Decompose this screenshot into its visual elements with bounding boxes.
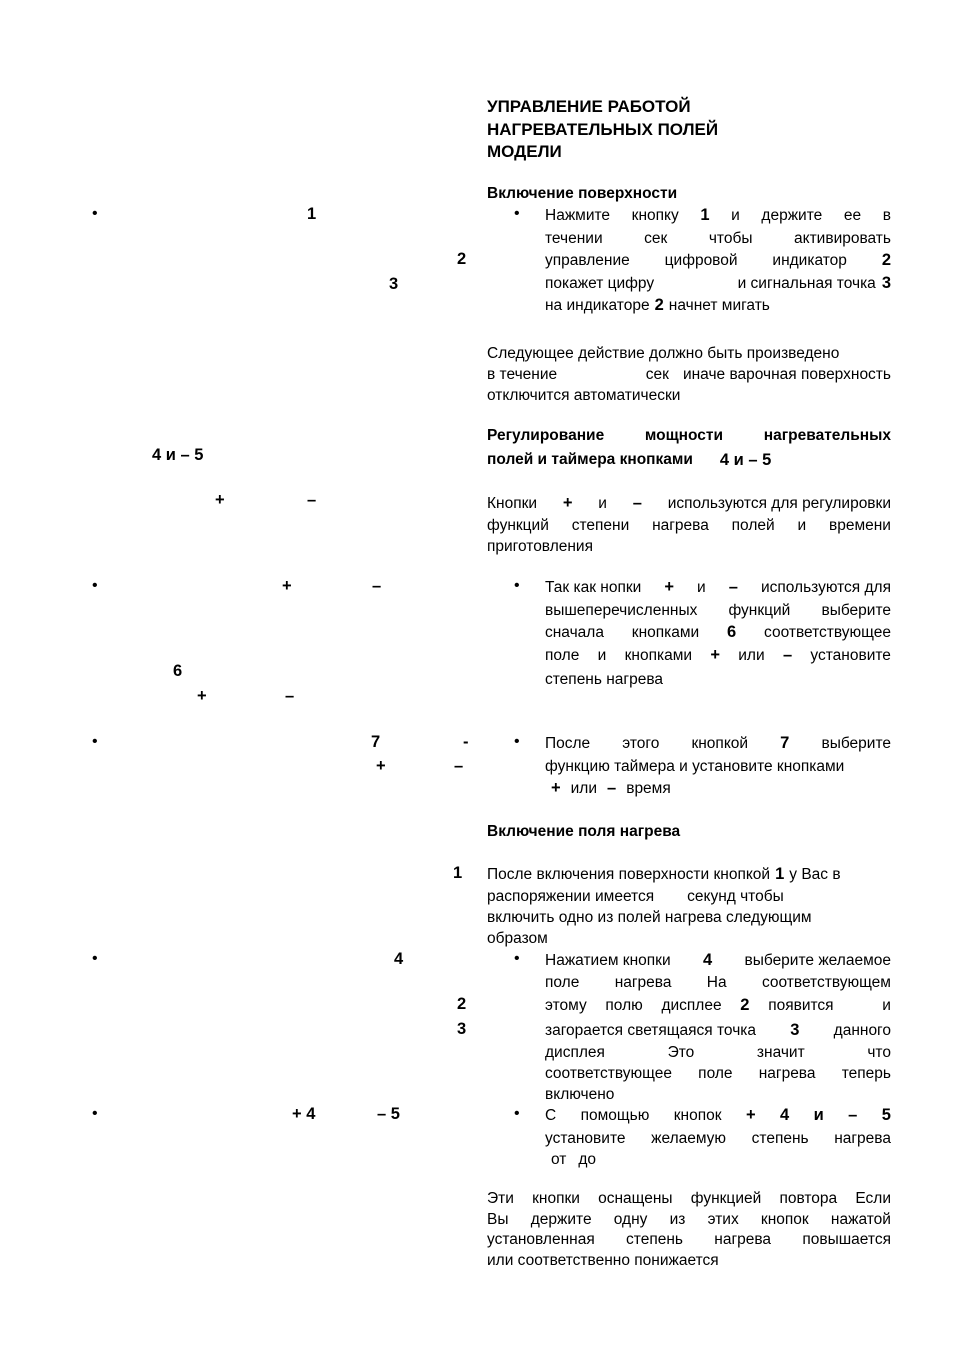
key-symbol: – <box>632 494 642 512</box>
text-line <box>487 1230 891 1251</box>
word: После включения поверхности кнопкой <box>487 866 771 883</box>
bullet-marker: • <box>514 950 520 967</box>
word: установленная <box>487 1231 595 1248</box>
list-item <box>545 577 891 690</box>
word: нагрева <box>652 517 709 534</box>
text-line <box>545 995 891 1020</box>
key-number: – 5 <box>377 1105 400 1123</box>
key-symbol: – <box>285 687 295 705</box>
bullet-marker: • <box>92 950 98 967</box>
word: или <box>738 646 765 664</box>
word: кнопкой <box>691 735 749 752</box>
word: иначе варочная поверхность <box>682 366 891 383</box>
word: этих <box>707 1210 739 1228</box>
word: установите <box>810 646 891 664</box>
word: полей <box>731 517 775 534</box>
key-symbol: – <box>728 578 738 596</box>
text-line <box>487 448 891 472</box>
text-line <box>487 515 891 536</box>
word: Это <box>667 1043 695 1061</box>
word: кнопку <box>631 207 679 224</box>
word: степени <box>571 517 630 534</box>
key-number: 4 и – 5 <box>719 451 772 469</box>
word: и сигнальная точка <box>737 274 876 292</box>
word: сначала <box>545 624 604 641</box>
word: и <box>598 495 607 512</box>
word: и <box>597 646 607 664</box>
word: повышается <box>802 1231 891 1248</box>
word: и <box>882 997 891 1014</box>
word: соответствующее <box>545 1064 672 1082</box>
word: выберите <box>821 735 891 752</box>
word: этому <box>545 997 587 1014</box>
word: желаемую <box>651 1129 727 1147</box>
word: на индикаторе <box>545 297 650 314</box>
word: После <box>545 735 591 752</box>
word: течении <box>545 229 603 247</box>
word: оснащены <box>598 1190 673 1207</box>
paragraph <box>487 343 891 406</box>
word: дисплея <box>545 1043 605 1061</box>
key-symbol: + <box>710 645 720 664</box>
word: Кнопки <box>487 495 538 512</box>
word: и <box>697 579 706 596</box>
word: функций <box>487 517 549 534</box>
key-number: 1 <box>453 864 463 882</box>
key-number: 2 <box>654 296 664 314</box>
text-line <box>545 295 891 318</box>
word: нагрева <box>758 1064 816 1082</box>
text-line <box>545 1105 891 1128</box>
paragraph <box>487 1189 891 1271</box>
word: Нажатием кнопки <box>545 952 671 969</box>
key-symbol: + <box>562 494 573 512</box>
text-line <box>487 364 891 385</box>
word: нагрева <box>714 1231 772 1248</box>
text-line <box>545 577 891 600</box>
word: в течение <box>487 366 558 383</box>
text-line <box>545 733 891 756</box>
text-line: приготовления <box>487 538 593 555</box>
bullet-marker: • <box>92 1105 98 1122</box>
word: сек <box>645 366 669 383</box>
word: цифровой <box>664 252 738 269</box>
key-number: 7 <box>780 734 790 752</box>
title-line: МОДЕЛИ <box>487 142 562 161</box>
word: поле <box>545 973 580 991</box>
text-line <box>545 1128 891 1149</box>
key-symbol: + <box>282 577 292 595</box>
key-number: 1 <box>307 205 317 223</box>
key-number: 3 <box>457 1020 467 1038</box>
word: степень <box>626 1231 683 1248</box>
text-line <box>487 864 891 886</box>
word: и <box>731 207 740 224</box>
key-number: 4 <box>394 950 404 968</box>
word: чтобы <box>708 229 753 247</box>
word: от <box>551 1150 567 1168</box>
word: и <box>797 517 807 534</box>
section-heading <box>487 424 891 472</box>
key-number: 2 <box>457 995 467 1013</box>
bullet-marker: • <box>514 577 520 594</box>
text-line <box>545 250 891 273</box>
key-number: 2 <box>881 251 891 269</box>
word: используются для регулировки <box>667 495 891 512</box>
text-line <box>545 205 891 228</box>
text-line <box>545 1149 891 1172</box>
word: кнопки <box>532 1190 580 1207</box>
text-line <box>545 1042 891 1063</box>
word: установите <box>545 1129 626 1147</box>
key-number: 3 <box>389 275 399 293</box>
key-symbol: + <box>376 757 386 775</box>
text-line: отключится автоматически <box>487 387 681 404</box>
key-number: + 4 <box>292 1105 316 1123</box>
key-symbol: + <box>745 1106 756 1124</box>
text-line <box>487 424 891 448</box>
text-line: вышеперечисленных функций выберите <box>545 601 891 619</box>
word: выберите желаемое <box>744 952 891 969</box>
word: в <box>882 207 891 224</box>
title-line: УПРАВЛЕНИЕ РАБОТОЙ <box>487 97 691 116</box>
text-line <box>545 950 891 972</box>
word: Вы <box>487 1210 509 1228</box>
text-line <box>487 1189 891 1210</box>
word: теперь <box>841 1064 891 1082</box>
key-symbol: + <box>664 578 674 596</box>
word: распоряжении имеется <box>487 888 655 905</box>
key-symbol: – <box>307 491 317 509</box>
word: Регулирование <box>487 427 605 444</box>
word: степень <box>751 1129 809 1147</box>
word: соответствующее <box>764 624 891 641</box>
key-number: 7 <box>371 733 381 751</box>
paragraph <box>487 493 891 557</box>
bullet-marker: • <box>92 205 98 222</box>
word: Эти <box>487 1190 514 1207</box>
word: поле <box>545 646 580 664</box>
word: полю <box>605 997 643 1014</box>
word: используются для <box>760 579 891 596</box>
word: или <box>570 780 598 797</box>
key-number: 1 <box>775 865 785 883</box>
word: кнопками <box>624 646 693 664</box>
text-line <box>545 622 891 645</box>
list-item <box>545 950 891 1105</box>
word: С <box>545 1107 557 1124</box>
word: Нажмите <box>545 207 611 224</box>
word: держите <box>530 1210 592 1228</box>
key-number: 2 <box>457 250 467 268</box>
text-line <box>487 493 891 515</box>
word: На <box>706 973 727 991</box>
word: ее <box>843 207 862 224</box>
page-title <box>487 96 891 164</box>
key-number: 6 <box>173 662 183 680</box>
text-line: включить одно из полей нагрева следующим <box>487 909 812 926</box>
word: и <box>813 1106 824 1124</box>
bullet-marker: • <box>514 733 520 750</box>
key-number: 6 <box>727 623 737 641</box>
word: появится <box>768 997 834 1014</box>
title-line: НАГРЕВАТЕЛЬНЫХ ПОЛЕЙ <box>487 119 719 139</box>
key-number: 4 <box>779 1106 790 1124</box>
word: мощности <box>644 427 724 444</box>
key-symbol: – <box>372 577 382 595</box>
key-symbol: + <box>551 779 561 797</box>
word: нагрева <box>834 1129 891 1147</box>
text-line: или соответственно понижается <box>487 1251 719 1269</box>
word: данного <box>833 1022 891 1039</box>
bullet-marker: • <box>92 577 98 594</box>
text-line <box>545 228 891 251</box>
key-number: 3 <box>881 273 891 292</box>
word: кнопок <box>673 1107 722 1124</box>
key-number: 4 <box>702 951 713 969</box>
word: времени <box>828 517 891 534</box>
list-item <box>545 733 891 801</box>
word: повтора <box>779 1190 838 1207</box>
text-line <box>487 1210 891 1231</box>
word: сек <box>644 229 668 247</box>
bullet-marker: • <box>514 205 520 222</box>
key-number: 1 <box>700 206 710 224</box>
word: что <box>867 1043 891 1061</box>
word: помощью <box>580 1107 650 1124</box>
text-line <box>545 972 891 996</box>
word: дисплее <box>661 997 722 1014</box>
word: кнопками <box>631 624 700 641</box>
text-line: Следующее действие должно быть произведено <box>487 345 840 362</box>
section-heading: Включение поля нагрева <box>487 823 681 840</box>
word: соответствующем <box>761 973 891 991</box>
text-line <box>545 273 891 296</box>
text-line <box>545 1063 891 1084</box>
bullet-marker: • <box>92 733 98 750</box>
key-symbol: – <box>848 1106 858 1124</box>
word: у Вас в <box>789 866 841 883</box>
key-symbol: – <box>782 645 793 664</box>
key-number: 3 <box>790 1021 800 1039</box>
word: индикатор <box>772 252 847 269</box>
section-heading: Включение поверхности <box>487 185 678 202</box>
key-number: 5 <box>881 1106 891 1124</box>
word: до <box>578 1150 597 1168</box>
word: секунд чтобы <box>687 888 784 905</box>
word: из <box>669 1210 686 1228</box>
word: поле <box>698 1064 733 1082</box>
word: время <box>626 780 671 797</box>
list-item <box>545 1105 891 1171</box>
word: кнопок <box>760 1210 809 1228</box>
word: значит <box>756 1043 805 1061</box>
word: держите <box>761 207 823 224</box>
word: нагрева <box>614 973 672 991</box>
text-line <box>545 778 891 801</box>
word: полей и таймера кнопками <box>487 451 693 468</box>
word: начнет мигать <box>668 297 770 314</box>
paragraph <box>487 864 891 949</box>
key-symbol: + <box>197 687 207 705</box>
text-line <box>545 1020 891 1042</box>
word: управление <box>545 252 630 269</box>
key-symbol: – <box>454 757 464 775</box>
word: нагревательных <box>763 427 891 444</box>
word: активировать <box>794 229 891 247</box>
word: покажет цифру <box>545 274 655 292</box>
text-line <box>487 886 891 907</box>
text-line <box>545 645 891 669</box>
list-item <box>545 205 891 318</box>
word: Так как нопки <box>545 579 642 596</box>
key-symbol: – <box>607 779 617 797</box>
word: этого <box>622 735 660 752</box>
word: функцией <box>690 1190 762 1207</box>
text-line: включено <box>545 1085 615 1103</box>
text-line: степень нагрева <box>545 670 664 688</box>
key-symbol: + <box>215 491 225 509</box>
text-line: функцию таймера и установите кнопками <box>545 757 845 775</box>
key-number: 2 <box>740 996 750 1014</box>
word: загорается светящаяся точка <box>545 1022 757 1039</box>
text-line: образом <box>487 930 548 947</box>
bullet-marker: • <box>514 1105 520 1122</box>
word: одну <box>613 1210 648 1228</box>
key-symbol: - <box>463 733 469 751</box>
word: Если <box>855 1190 891 1207</box>
word: нажатой <box>830 1210 891 1228</box>
key-number: 4 и – 5 <box>152 446 204 464</box>
